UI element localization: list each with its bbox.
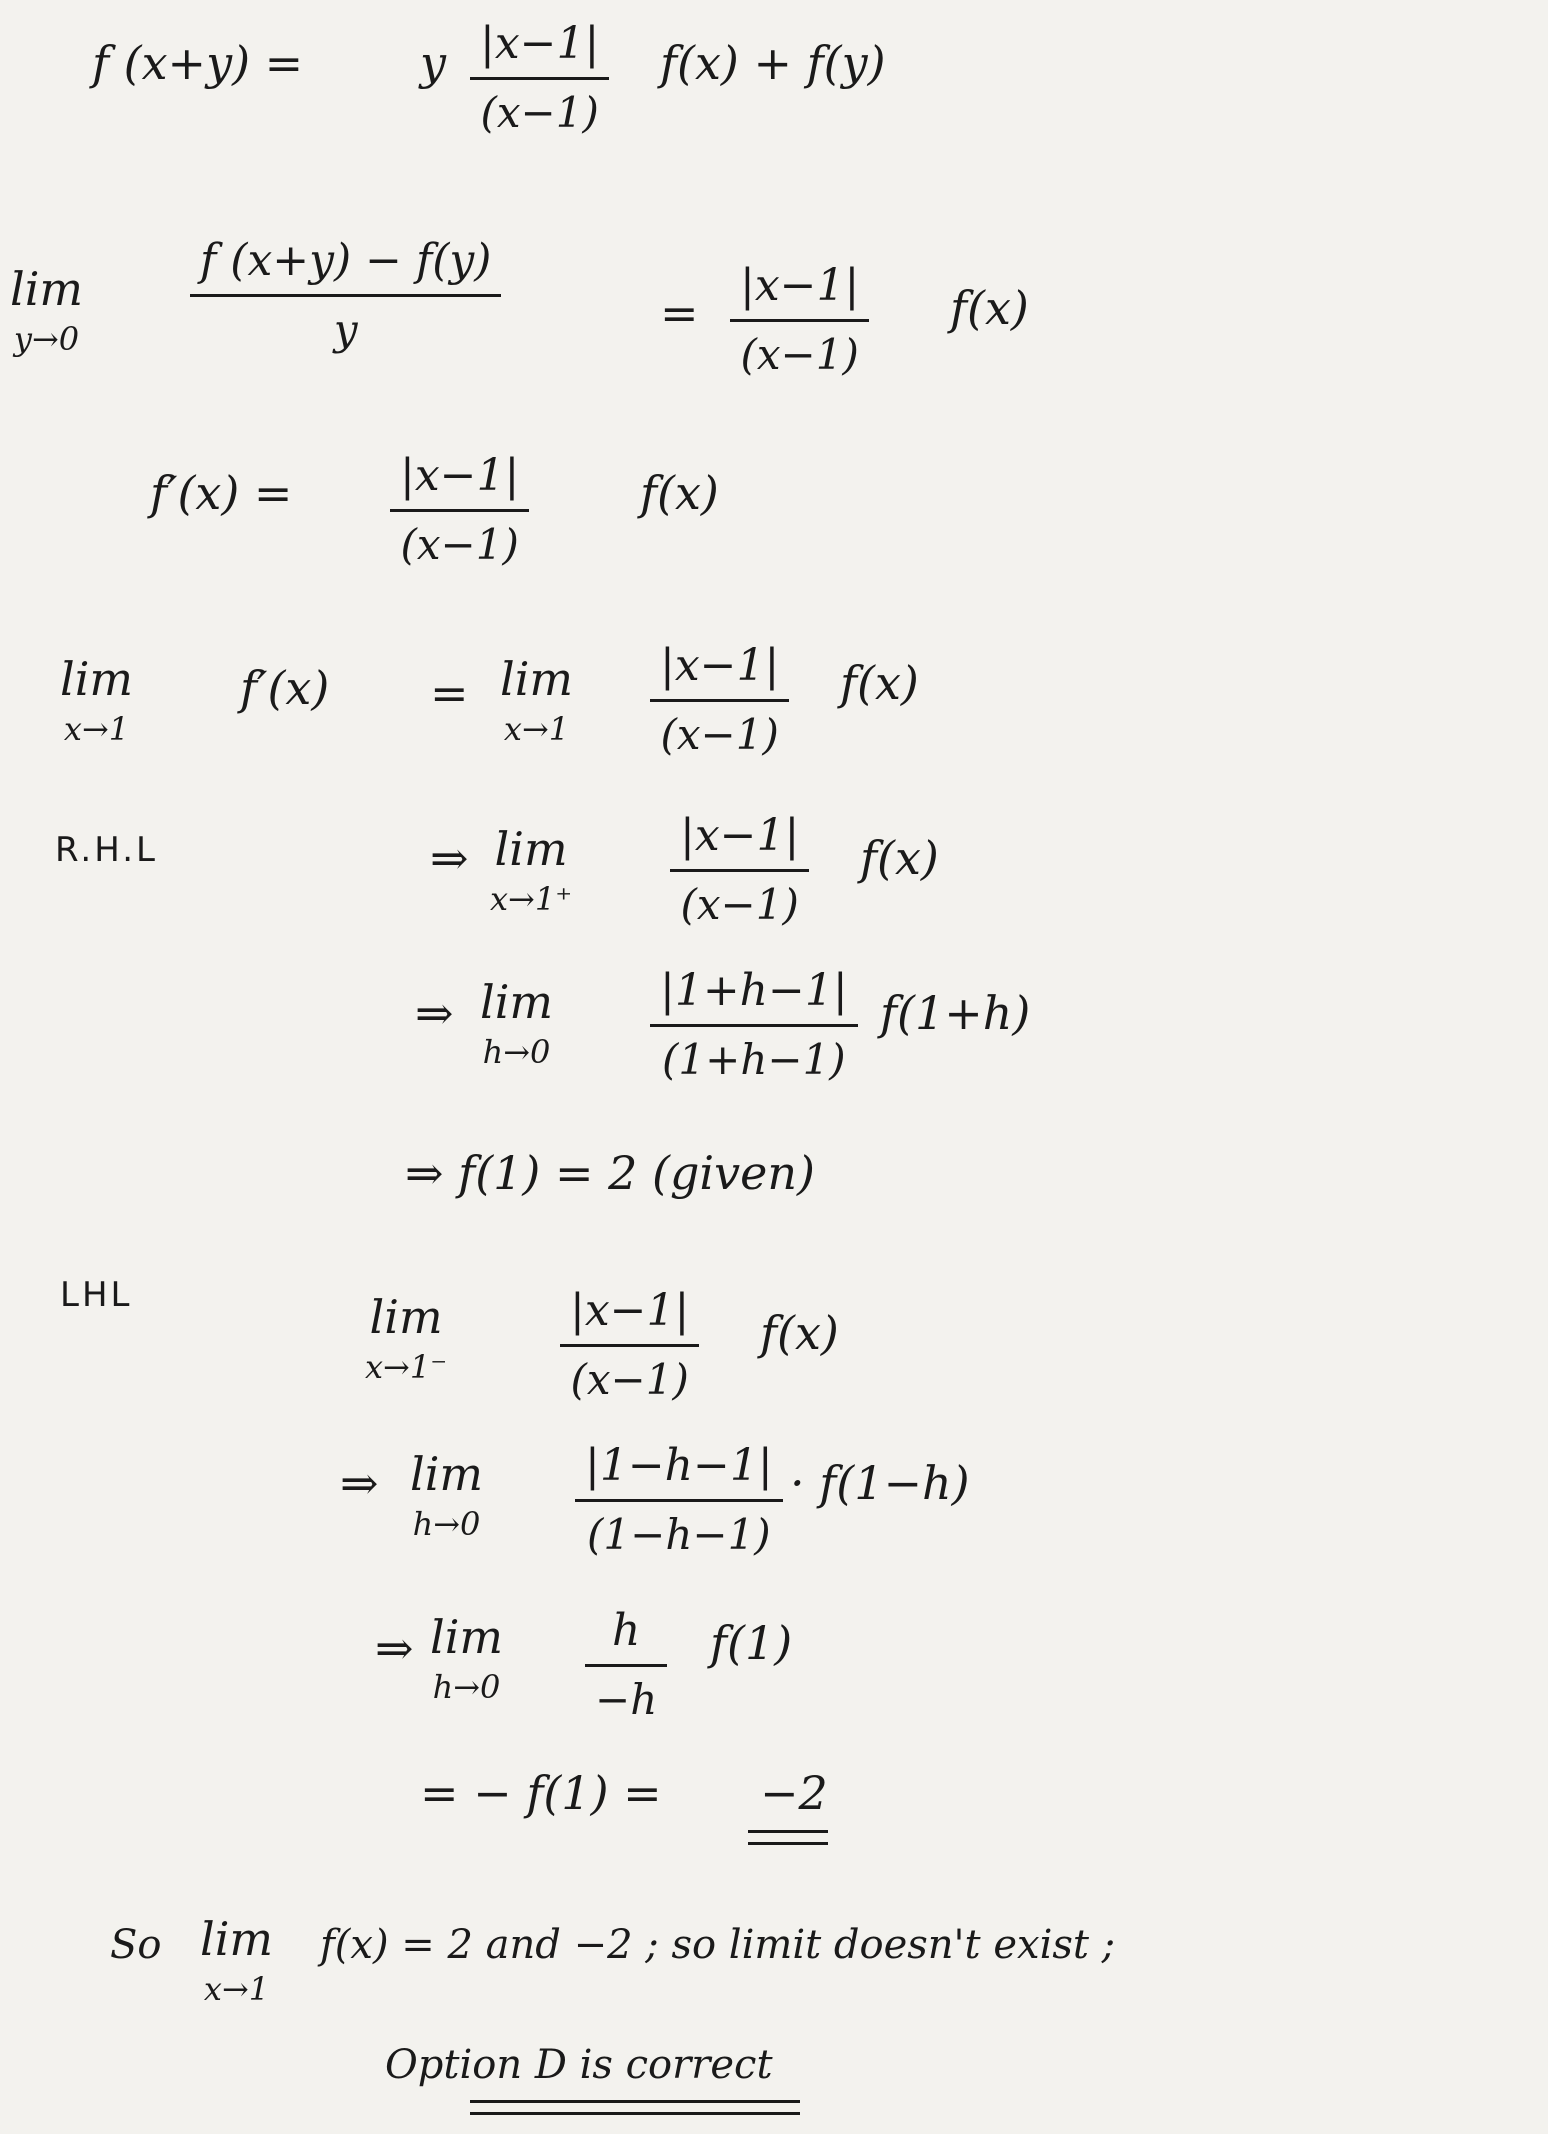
lhl-s3-arrow: ⇒ [375, 1621, 414, 1675]
eq1-lhs: f (x+y) = [92, 36, 304, 90]
lhl-s2-arrow: ⇒ [340, 1456, 379, 1510]
eq4-lhs: f′(x) [240, 661, 330, 715]
eq2-den: y [333, 305, 358, 354]
lim-sub: x→1 [203, 1970, 270, 2008]
final-answer: Option D is correct [385, 2042, 773, 2088]
rhl-s1-rhs: f(x) [860, 831, 939, 885]
eq1-fraction [470, 18, 609, 137]
conclusion-limit [200, 1912, 273, 2008]
eq3-lhs: f′(x) = [150, 466, 293, 520]
underline [748, 1842, 828, 1845]
eq2-equals: = [660, 286, 699, 340]
conclusion-so: So [110, 1922, 162, 1968]
rhl-s1-num: |x−1| [680, 810, 800, 861]
lim-sub: x→1 [503, 710, 570, 748]
lim-sub: x→1 [63, 710, 130, 748]
eq4-limit-right [500, 652, 573, 748]
rhl-s2-den: (1+h−1) [662, 1035, 846, 1084]
lhl-s2-rhs: · f(1−h) [790, 1456, 970, 1510]
rhl-s1-limit [490, 822, 572, 918]
lim-sub: x→1⁺ [490, 880, 573, 918]
underline [748, 1830, 828, 1833]
lim-word: lim [410, 1447, 484, 1501]
lim-sub: y→0 [13, 320, 80, 358]
eq2-rfraction [730, 260, 869, 379]
lim-word: lim [480, 975, 554, 1029]
rhl-s1-fraction [670, 810, 809, 929]
lhl-s2-limit [410, 1447, 483, 1543]
lhl-s1-limit [365, 1290, 447, 1386]
lim-word: lim [10, 262, 84, 316]
eq2-rden: (x−1) [740, 330, 859, 379]
eq1-den: (x−1) [480, 88, 599, 137]
lhl-label: LHL [60, 1275, 133, 1315]
lhl-s1-rhs: f(x) [760, 1306, 839, 1360]
lim-sub: h→0 [412, 1505, 481, 1543]
rhl-s1-arrow: ⇒ [430, 831, 469, 885]
rhl-s3: ⇒ f(1) = 2 (given) [405, 1146, 815, 1200]
eq3-fraction [390, 450, 529, 569]
lim-sub: h→0 [432, 1668, 501, 1706]
rhl-s2-limit [480, 975, 553, 1071]
eq4-den: (x−1) [660, 710, 779, 759]
lim-sub: h→0 [482, 1033, 551, 1071]
lhl-s3-limit [430, 1610, 503, 1706]
lhl-s2-den: (1−h−1) [587, 1510, 771, 1559]
eq4-limit-left [60, 652, 133, 748]
lim-word: lim [430, 1610, 504, 1664]
eq2-limit [10, 262, 83, 358]
eq1-rhs: f(x) + f(y) [660, 36, 886, 90]
eq2-fraction [190, 235, 501, 354]
lim-word: lim [500, 652, 574, 706]
lhl-s4: = − f(1) = [420, 1766, 662, 1820]
lhl-s1-fraction [560, 1285, 699, 1404]
lhl-s2-num: |1−h−1| [585, 1440, 773, 1491]
rhl-s2-arrow: ⇒ [415, 986, 454, 1040]
eq2-rhs: f(x) [950, 281, 1029, 335]
eq4-rhs: f(x) [840, 656, 919, 710]
eq3-rhs: f(x) [640, 466, 719, 520]
lim-word: lim [494, 822, 568, 876]
eq2-num: f (x+y) − f(y) [200, 235, 492, 286]
conclusion-text: f(x) = 2 and −2 ; so limit doesn't exist ; [320, 1922, 1116, 1968]
underline [470, 2100, 800, 2103]
lhl-s3-fraction [585, 1605, 667, 1724]
lim-word: lim [369, 1290, 443, 1344]
eq3-num: |x−1| [400, 450, 520, 501]
lhl-s2-fraction [575, 1440, 783, 1559]
lhl-s3-den: −h [595, 1675, 658, 1724]
lim-word: lim [200, 1912, 274, 1966]
rhl-s1-den: (x−1) [680, 880, 799, 929]
lhl-s3-rhs: f(1) [710, 1616, 793, 1670]
lhl-s1-den: (x−1) [570, 1355, 689, 1404]
lhl-s1-num: |x−1| [570, 1285, 690, 1336]
rhl-s2-rhs: f(1+h) [880, 986, 1031, 1040]
eq1-num: |x−1| [480, 18, 600, 69]
eq4-num: |x−1| [660, 640, 780, 691]
eq4-equals: = [430, 666, 469, 720]
underline [470, 2112, 800, 2115]
lim-word: lim [60, 652, 134, 706]
rhl-s2-num: |1+h−1| [660, 965, 848, 1016]
eq3-den: (x−1) [400, 520, 519, 569]
rhl-s2-fraction [650, 965, 858, 1084]
rhl-label: R.H.L [55, 830, 158, 870]
eq1-y: y [420, 36, 446, 90]
lim-sub: x→1⁻ [365, 1348, 448, 1386]
eq4-fraction [650, 640, 789, 759]
eq2-rnum: |x−1| [740, 260, 860, 311]
lhl-s4-value: −2 [760, 1766, 828, 1820]
lhl-s3-num: h [611, 1605, 641, 1656]
